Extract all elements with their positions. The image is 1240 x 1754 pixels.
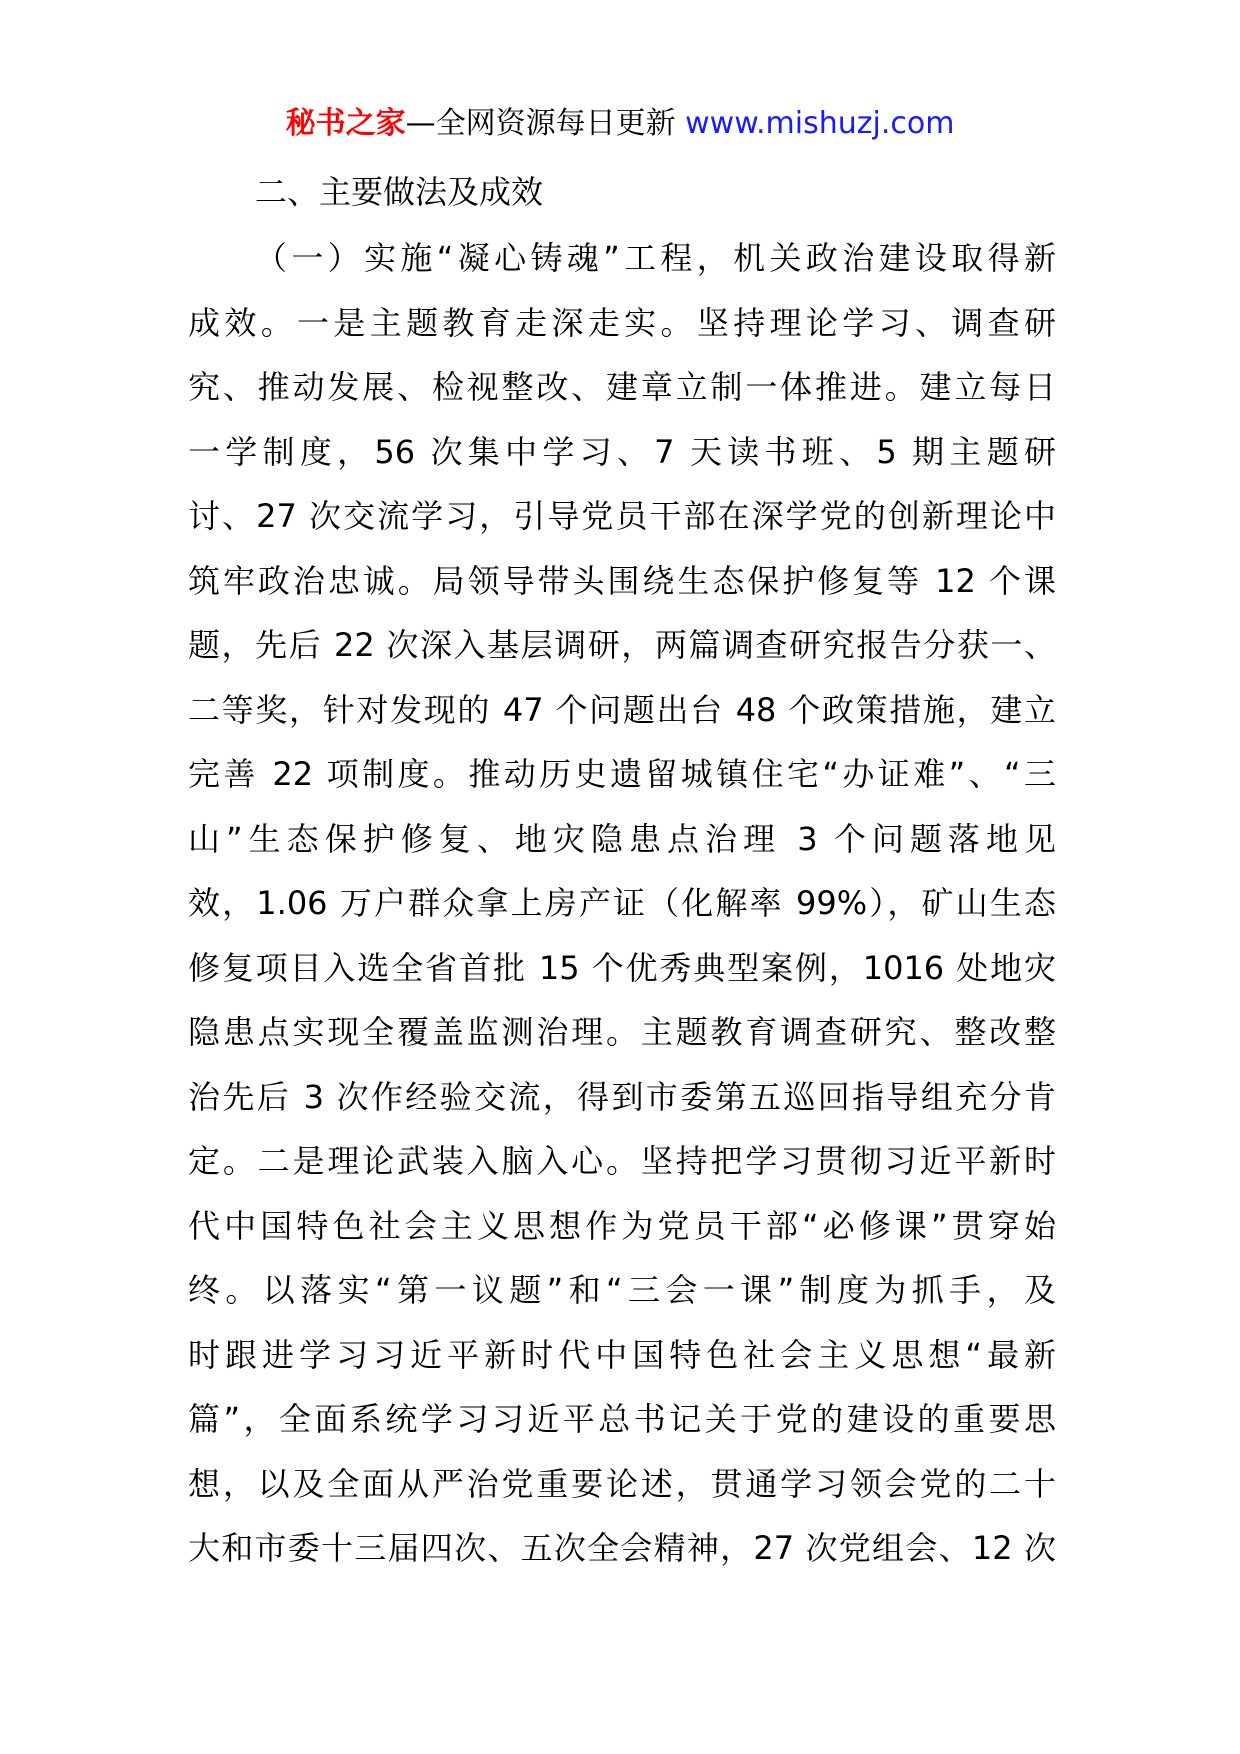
paragraph-line: 大和市委十三届四次、五次全会精神，27 次党组会、12 次	[188, 1529, 1056, 1567]
paragraph-line: 讨、27 次交流学习，引导党员干部在深学党的创新理论中	[188, 497, 1056, 535]
paragraph-line: 一学制度，56 次集中学习、7 天读书班、5 期主题研	[188, 432, 1056, 471]
paragraph-line: 筑牢政治忠诚。局领导带头围绕生态保护修复等 12 个课	[188, 561, 1056, 600]
paragraph-line: 代中国特色社会主义思想作为党员干部“必修课”贯穿始	[188, 1206, 1056, 1245]
paragraph-line: 山”生态保护修复、地灾隐患点治理 3 个问题落地见	[188, 819, 1056, 858]
paragraph-line: 修复项目入选全省首批 15 个优秀典型案例，1016 处地灾	[188, 948, 1056, 987]
paragraph-line: 隐患点实现全覆盖监测治理。主题教育调查研究、整改整	[188, 1013, 1056, 1051]
paragraph-line: 题，先后 22 次深入基层调研，两篇调查研究报告分获一、	[188, 626, 1056, 664]
site-header	[0, 102, 1240, 146]
site-brand: 秘书之家	[285, 106, 406, 141]
paragraph-line: 想，以及全面从严治党重要论述，贯通学习领会党的二十	[188, 1464, 1056, 1503]
site-url-link[interactable]: www.mishuzj.com	[685, 106, 955, 141]
section-heading: 二、主要做法及成效	[255, 173, 544, 211]
paragraph-line: 成效。一是主题教育走深走实。坚持理论学习、调查研	[188, 303, 1056, 342]
site-tagline: —全网资源每日更新	[405, 106, 676, 141]
paragraph-line: 篇”，全面系统学习习近平总书记关于党的建设的重要思	[188, 1400, 1056, 1438]
paragraph-line: 时跟进学习习近平新时代中国特色社会主义思想“最新	[188, 1335, 1056, 1374]
paragraph-line: 效，1.06 万户群众拿上房产证（化解率 99%），矿山生态	[188, 884, 1056, 922]
paragraph-line: 二等奖，针对发现的 47 个问题出台 48 个政策措施，建立	[188, 690, 1056, 729]
body-paragraph	[188, 226, 1056, 1581]
paragraph-line: 究、推动发展、检视整改、建章立制一体推进。建立每日	[188, 368, 1056, 406]
paragraph-line: 终。以落实“第一议题”和“三会一课”制度为抓手，及	[188, 1271, 1056, 1309]
paragraph-line: （一）实施“凝心铸魂”工程，机关政治建设取得新	[255, 239, 1056, 277]
paragraph-line: 定。二是理论武装入脑入心。坚持把学习贯彻习近平新时	[188, 1142, 1056, 1180]
paragraph-line: 治先后 3 次作经验交流，得到市委第五巡回指导组充分肯	[188, 1077, 1056, 1116]
paragraph-line: 完善 22 项制度。推动历史遗留城镇住宅“办证难”、“三	[188, 755, 1056, 793]
